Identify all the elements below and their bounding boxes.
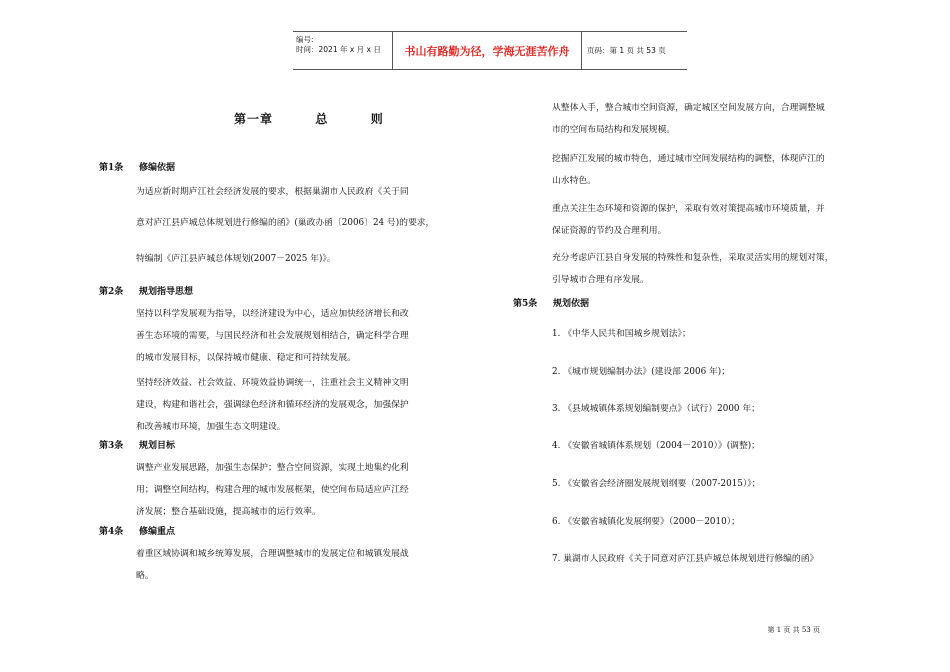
page-info: 页码：第 1 页 共 53 页 [587,46,666,55]
paragraph [552,148,825,192]
article-number: 第3条 [99,441,124,451]
article-title: 规划目标 [139,441,176,451]
paragraph [552,247,834,291]
paragraph [136,457,409,523]
paragraph [136,543,409,587]
list-item: 2. 《城市规划编制办法》(建设部 2006 年)； [552,367,730,377]
article-number: 第4条 [99,527,124,537]
paragraph [136,303,409,369]
chapter-title: 第一章 总 则 [234,112,384,126]
time-label: 时间：2021 年 x 月 x 日 [296,45,381,54]
text-line: 从整体入手，整合城市空间资源，确定城区空间发展方向，合理调整城 [552,103,825,113]
text-line: 着重区域协调和城乡统筹发展，合理调整城市的发展定位和城镇发展战 [136,549,409,559]
list-item: 5. 《安徽省会经济圈发展规划纲要（2007-2015）》； [552,479,761,489]
article-2-heading [99,284,193,297]
article-4-heading [99,524,175,537]
text-line: 市的空间布局结构和发展规模。 [552,125,676,135]
list-item: 1. 《中华人民共和国城乡规划法》； [552,329,691,339]
text-line: 济发展；整合基础设施，提高城市的运行效率。 [136,507,321,517]
text-line: 重点关注生态环境和资源的保护，采取有效对策提高城市环境质量，并 [552,204,825,214]
text-line: 挖掘庐江发展的城市特色，通过城市空间发展结构的调整，体现庐江的 [552,154,825,164]
article-title: 规划依据 [553,299,590,309]
text-line: 调整产业发展思路，加强生态保护；整合空间资源，实现土地集约化利 [136,463,409,473]
header-left-cell [293,32,393,69]
text-line: 略。 [136,571,154,581]
text-line: 用；调整空间结构，构建合理的城市发展框架，使空间布局适应庐江经 [136,485,409,495]
paragraph [552,97,825,141]
number-label: 编号: [296,35,314,44]
article-title: 修编重点 [139,527,176,537]
text-line: 建设，构建和谐社会，强调绿色经济和循环经济的发展观念，加强保护 [136,400,409,410]
page-footer: 第 1 页 共 53 页 [767,626,820,634]
text-line: 为适应新时期庐江社会经济发展的要求，根据巢湖市人民政府《关于同 [136,187,409,197]
article-title: 修编依据 [139,163,176,173]
text-line: 善生态环境的需要，与国民经济和社会发展规划相结合，确定科学合理 [136,331,409,341]
list-item: 7. 巢湖市人民政府《关于同意对庐江县庐城总体规划进行修编的函》 [552,554,819,564]
text-line: 和改善城市环境，加强生态文明建设。 [136,422,286,432]
paragraph [136,372,409,438]
list-item: 4. 《安徽省城镇体系规划（2004－2010）》(调整)； [552,441,760,451]
article-5-heading [513,296,589,309]
article-3-heading [99,438,175,451]
article-title: 规划指导思想 [139,287,194,297]
article-number: 第1条 [99,163,124,173]
article-number: 第2条 [99,287,124,297]
paragraph [552,198,825,242]
list-item: 3. 《县域城镇体系规划编制要点》（试行）2000 年； [552,404,760,414]
text-line: 意对庐江县庐城总体规划进行修编的函》(巢政办函〔2006〕24 号)的要求， [136,218,435,228]
list-item: 6. 《安徽省城镇化发展纲要》（2000－2010）； [552,517,740,527]
text-line: 保证资源的节约及合理利用。 [552,226,667,236]
text-line: 特编制《庐江县庐城总体规划(2007－2025 年)》。 [136,254,336,264]
article-1-heading [99,160,175,173]
text-line: 坚持经济效益、社会效益、环境效益协调统一，注重社会主义精神文明 [136,378,409,388]
header-table [293,31,687,70]
motto: 书山有路勤为径，学海无涯苦作舟 [393,32,582,69]
article-number: 第5条 [513,299,538,309]
text-line: 坚持以科学发展观为指导，以经济建设为中心，适应加快经济增长和改 [136,309,409,319]
text-line: 山水特色。 [552,176,596,186]
text-line: 引导城市合理有序发展。 [552,275,649,285]
text-line: 充分考虑庐江县自身发展的特殊性和复杂性，采取灵活实用的规划对策， [552,253,834,263]
text-line: 的城市发展目标，以保持城市健康、稳定和可持续发展。 [136,353,356,363]
